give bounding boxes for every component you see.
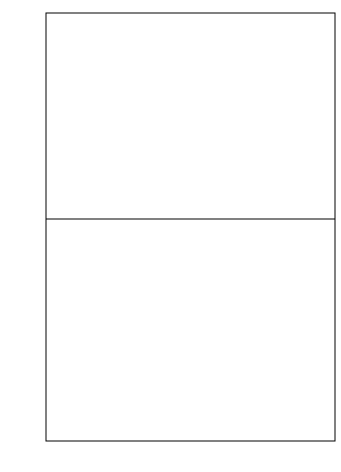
top-plot-frame: [46, 13, 335, 219]
top-panel: [46, 13, 335, 219]
bottom-panel: [11, 219, 335, 441]
bottom-plot-frame: [46, 219, 335, 441]
